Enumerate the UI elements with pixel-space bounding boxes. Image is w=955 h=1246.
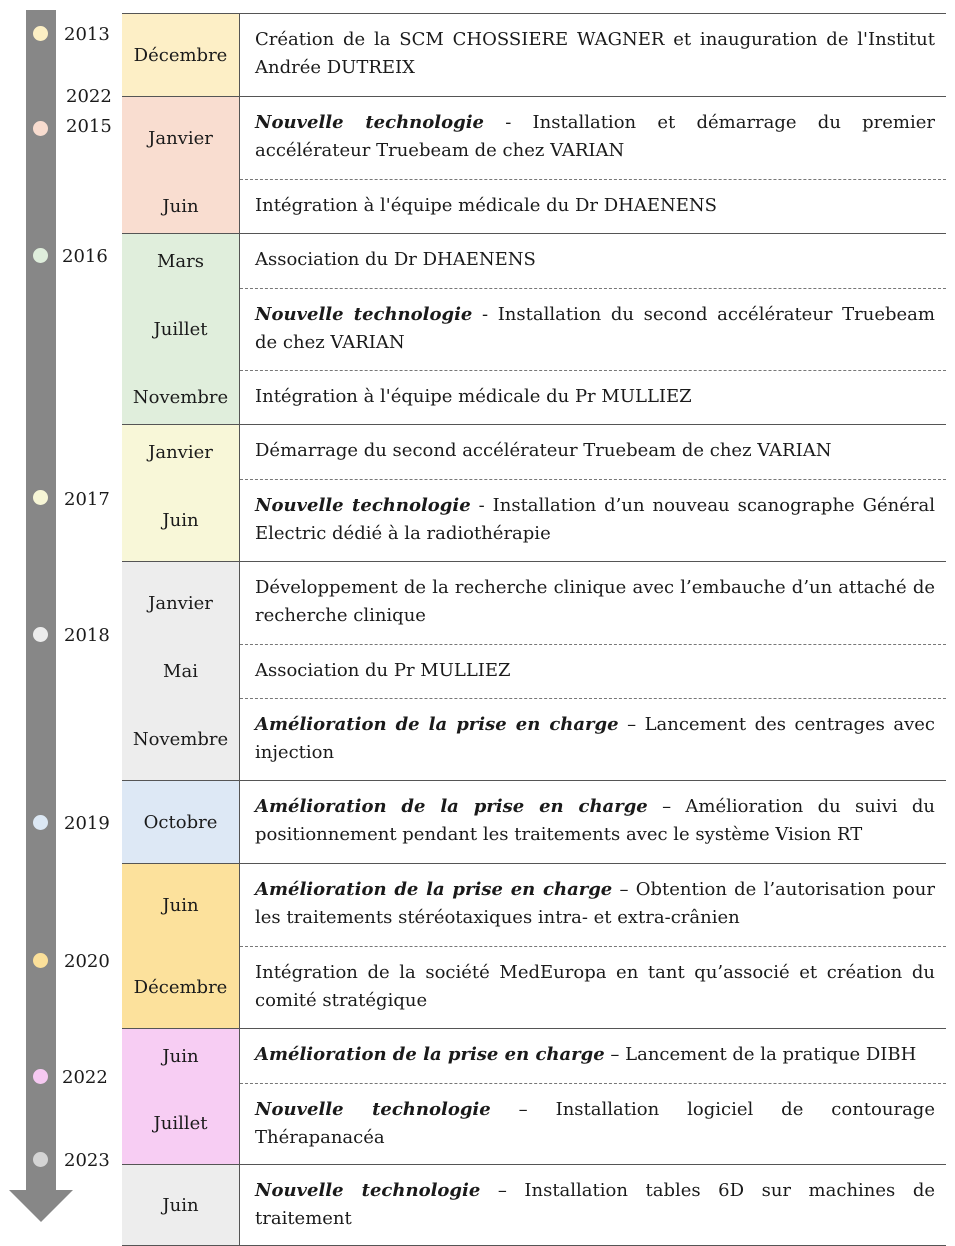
event-description — [240, 864, 946, 946]
month-cell: Juillet — [122, 288, 240, 370]
event-text: - Installation et démarrage du premier accélérateur Truebeam de chez VARIAN — [255, 112, 936, 161]
timeline-shaft — [26, 10, 56, 1193]
month-cell: Novembre — [122, 698, 240, 780]
table-row — [122, 479, 946, 561]
month-cell: Octobre — [122, 781, 240, 863]
table-row — [122, 1083, 946, 1164]
event-description — [240, 479, 946, 561]
event-description — [240, 1029, 946, 1083]
table-row — [122, 1165, 946, 1245]
event-description — [240, 370, 946, 424]
month-cell: Juin — [122, 864, 240, 946]
table-row — [122, 864, 946, 946]
year-marker-icon — [33, 248, 48, 263]
table-row — [122, 698, 946, 780]
event-text: – Obtention de l’autorisation pour les traitements stéréotaxiques intra- et extra-crânien — [255, 879, 935, 928]
month-cell: Juillet — [122, 1083, 240, 1164]
month-cell: Janvier — [122, 562, 240, 644]
year-marker-icon — [33, 815, 48, 830]
year-marker-icon — [33, 1069, 48, 1084]
table-row — [122, 562, 946, 644]
month-cell: Mai — [122, 644, 240, 698]
year-group — [122, 97, 946, 234]
event-text: – Lancement de la pratique DIBH — [604, 1044, 917, 1065]
year-group — [122, 1029, 946, 1165]
year-group — [122, 781, 946, 864]
event-text: Intégration de la société MedEuropa en tant qu’associé et création du comité stratégique — [255, 962, 935, 1011]
year-label: 2015 — [66, 116, 112, 137]
event-category: Nouvelle technologie — [255, 304, 473, 325]
table-row — [122, 781, 946, 863]
month-cell: Mars — [122, 234, 240, 288]
event-text: – Installation logiciel de contourage Thérapanacéa — [255, 1099, 935, 1148]
event-text: Intégration à l'équipe médicale du Dr DHAENENS — [255, 195, 717, 216]
event-description — [240, 781, 946, 863]
event-text: Association du Dr DHAENENS — [255, 249, 536, 270]
event-category: Nouvelle technologie — [255, 495, 471, 516]
month-cell: Janvier — [122, 425, 240, 479]
timeline-table — [122, 13, 946, 1246]
year-marker-icon — [33, 26, 48, 41]
event-category: Amélioration de la prise en charge — [255, 714, 619, 735]
year-label: 2020 — [64, 951, 110, 972]
table-row — [122, 370, 946, 424]
event-text: Intégration à l'équipe médicale du Pr MULLIEZ — [255, 386, 692, 407]
event-category: Amélioration de la prise en charge — [255, 796, 648, 817]
event-text: - Installation du second accélérateur Truebeam de chez VARIAN — [255, 304, 935, 353]
month-cell: Décembre — [122, 946, 240, 1028]
table-row — [122, 644, 946, 698]
event-description — [240, 698, 946, 780]
year-label: 2017 — [64, 489, 110, 510]
year-label: 2018 — [64, 625, 110, 646]
year-marker-icon — [33, 490, 48, 505]
month-cell: Juin — [122, 179, 240, 233]
table-row — [122, 179, 946, 233]
year-label-secondary: 2022 — [66, 86, 112, 107]
event-description — [240, 288, 946, 370]
year-marker-icon — [33, 953, 48, 968]
timeline — [0, 0, 120, 1235]
event-category: Amélioration de la prise en charge — [255, 1044, 605, 1065]
year-group — [122, 1165, 946, 1245]
table-row — [122, 97, 946, 179]
table-row — [122, 234, 946, 288]
year-group — [122, 425, 946, 562]
event-description — [240, 1083, 946, 1164]
year-label: 2019 — [64, 813, 110, 834]
event-description — [240, 946, 946, 1028]
timeline-arrow-icon — [9, 1190, 73, 1222]
table-row — [122, 946, 946, 1028]
event-description — [240, 644, 946, 698]
event-text: Création de la SCM CHOSSIERE WAGNER et inauguration de l'Institut Andrée DUTREIX — [255, 29, 935, 78]
month-cell: Juin — [122, 1165, 240, 1245]
table-row — [122, 14, 946, 96]
year-label: 2022 — [62, 1067, 108, 1088]
year-marker-icon — [33, 121, 48, 136]
year-marker-icon — [33, 1152, 48, 1167]
table-row — [122, 425, 946, 479]
year-label: 2016 — [62, 246, 108, 267]
event-text: Démarrage du second accélérateur Truebeam de chez VARIAN — [255, 440, 832, 461]
event-text: - Installation d’un nouveau scanographe Général Electric dédié à la radiothérapie — [255, 495, 935, 544]
event-category: Amélioration de la prise en charge — [255, 879, 613, 900]
year-label: 2013 — [64, 24, 110, 45]
event-description — [240, 14, 946, 96]
year-group — [122, 562, 946, 781]
month-cell: Janvier — [122, 97, 240, 179]
event-text: – Amélioration du suivi du positionnement pendant les traitements avec le système Vision RT — [255, 796, 935, 845]
event-text: Association du Pr MULLIEZ — [255, 660, 511, 681]
event-description — [240, 562, 946, 644]
event-description — [240, 1165, 946, 1245]
event-category: Nouvelle technologie — [255, 112, 484, 133]
event-description — [240, 234, 946, 288]
event-text: – Installation tables 6D sur machines de traitement — [255, 1180, 935, 1229]
event-description — [240, 97, 946, 179]
event-category: Nouvelle technologie — [255, 1099, 491, 1120]
event-text: – Lancement des centrages avec injection — [255, 714, 935, 763]
year-marker-icon — [33, 627, 48, 642]
month-cell: Juin — [122, 1029, 240, 1083]
month-cell: Décembre — [122, 14, 240, 96]
event-description — [240, 179, 946, 233]
event-text: Développement de la recherche clinique avec l’embauche d’un attaché de recherche clinique — [255, 577, 935, 626]
year-label: 2023 — [64, 1150, 110, 1171]
year-group — [122, 234, 946, 425]
month-cell: Novembre — [122, 370, 240, 424]
event-category: Nouvelle technologie — [255, 1180, 481, 1201]
month-cell: Juin — [122, 479, 240, 561]
year-group — [122, 864, 946, 1029]
table-row — [122, 288, 946, 370]
table-row — [122, 1029, 946, 1083]
event-description — [240, 425, 946, 479]
year-group — [122, 14, 946, 97]
